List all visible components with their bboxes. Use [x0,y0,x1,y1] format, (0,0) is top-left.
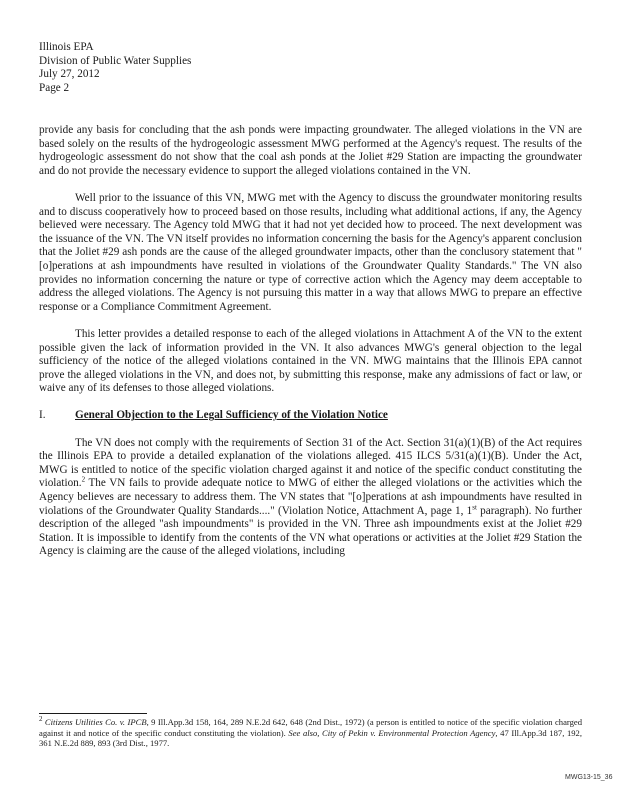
paragraph-continuation: provide any basis for concluding that the ash ponds were impacting groundwater. The alleged violations in the VN are based solely on the results of the hydrogeologic assessment MWG performed at the Agency's request. The results of the hydrogeologic assessment do not show that the coal ash ponds at the Joliet #29 Station are impacting the groundwater and do not provide the necessary evidence to support the alleged violations contained in the VN. [39,124,582,177]
paragraph-text-part1: The VN does not comply with the requirements of Section 31 of the Act. Section 31(a)(1)(B) of the Act requires the Illinois EPA to provide a detailed explanation of the violations alleged. 415 ILCS 5/31(a)(1)(B). Under the Act, MWG is entitled to notice of the specific violation charged against it and notice of the specific conduct constituting the violation. [39,436,582,490]
bates-number: MWG13-15_36 [565,774,613,781]
paragraph-prior-meeting: Well prior to the issuance of this VN, MWG met with the Agency to discuss the groundwater monitoring results and to discuss cooperatively how to proceed based on those results, including what additional actions, if any, the Agency believed were necessary. The Agency told MWG that it had not yet decided how to proceed. The next development was the issuance of the VN. The VN itself provides no information concerning the basis for the Agency's apparent conclusion that the Joliet #29 ash ponds are the cause of the alleged groundwater impacts, other than the conclusory statement that "[o]perations at ash impoundments have resulted in violations of the Groundwater Quality Standards." The VN also provides no information concerning the nature or type of corrective action which the Agency may deem acceptable to address the alleged violations. The Agency is not pursuing this matter in a way that allows MWG to prepare an effective response or a Compliance Commitment Agreement. [39,191,582,313]
letter-header [39,41,191,95]
footnote-text: , 9 Ill.App.3d 158, 164, 289 N.E.2d 642, 648 (2nd Dist., 1972) (a person is entitled to notice of the specific violation charged against it and notice of the specific conduct constituting the violation). [39,717,583,738]
section-title: General Objection to the Legal Sufficiency of the Violation Notice [75,409,388,422]
letter-body [39,124,582,573]
section-number: I. [39,409,46,422]
header-page: Page 2 [39,81,70,94]
paragraph-text-part3: paragraph). No further description of the alleged "ash impoundments" is provided in the VN. Three ash impoundments exist at the Joliet #29 Station. It is impossible to identify from the contents of the VN what operations or activities at the Joliet #29 Station the Agency is claiming are the cause of the alleged violations, including [39,504,582,558]
footnote-reference: 2 [81,475,86,484]
footnote-case-citation: Citizens Utilities Co. v. IPCB [44,717,147,727]
section-heading [39,409,582,423]
paragraph-response-purpose: This letter provides a detailed response to each of the alleged violations in Attachment A of the VN to the extent possible given the lack of information provided in the VN. It also advances MWG's general objection to the legal sufficiency of the notice of the alleged violations contained in the VN. MWG maintains that the Illinois EPA cannot prove the alleged violations in the VN, and does not, by submitting this response, make any admissions of fact or law, or waive any of its defenses to those alleged violations. [39,327,582,395]
footnote-see-also: See also, City of Pekin v. Environmental Protection Agency [288,727,496,738]
footnote-divider [39,713,147,714]
paragraph-legal-sufficiency [39,437,582,559]
ordinal-superscript: st [472,502,477,511]
header-agency: Illinois EPA [39,41,94,53]
header-division: Division of Public Water Supplies [39,54,192,67]
footnote [39,717,582,749]
paragraph-text-part2: The VN fails to provide adequate notice to MWG of either the alleged violations or the activities which the Agency believes are necessary to address them. The VN states that "[o]perations at ash impoundments have resulted in violations of the Groundwater Quality Standards...." (Violation Notice, Attachment A, page 1, 1 [39,477,582,517]
footnote-text-end: , 47 Ill.App.3d 187, 192, 361 N.E.2d 889, 893 (3rd Dist., 1977. [39,727,582,748]
header-date: July 27, 2012 [39,68,100,80]
footnote-number: 2 [39,715,43,724]
